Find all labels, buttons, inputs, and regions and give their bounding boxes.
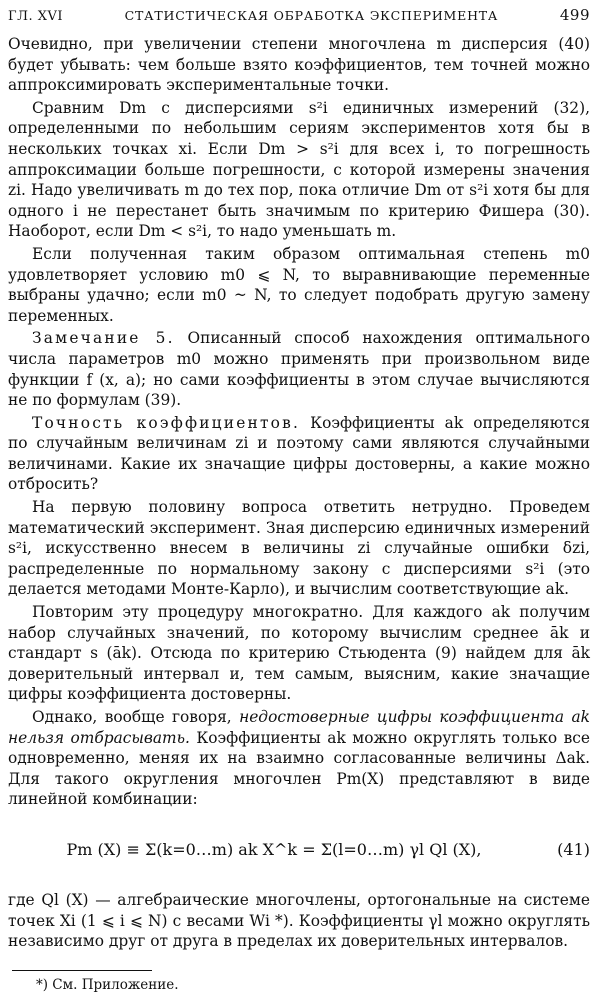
running-title: СТАТИСТИЧЕСКАЯ ОБРАБОТКА ЭКСПЕРИМЕНТА bbox=[124, 8, 499, 23]
formula-number: (41) bbox=[557, 839, 590, 859]
paragraph-accuracy bbox=[8, 413, 590, 495]
formula-41 bbox=[8, 812, 590, 888]
p8-start: Однако, вообще говоря, bbox=[32, 708, 240, 726]
paragraph-1: Очевидно, при увеличении степени многочлена m дисперсия (40) будет убывать: чем больше взято коэффициентов, тем точней можно аппроксимировать экспериментальные точки. bbox=[8, 35, 590, 95]
paragraph-3: Если полученная таким образом оптимальная степень m0 удовлетворяет условию m0 ⩽ N, то выравнивающие переменные выбраны удачно; если m0 ~ N, то следует подобрать другую замену переменных. bbox=[8, 244, 590, 325]
accuracy-text: Коэффициенты ak определяются по случайным величинам zi и поэтому сами являются случайными величинами. Какие их значащие цифры достоверны, а какие можно отбросить? bbox=[8, 413, 590, 494]
p8-italic: недостоверные цифры коэффициента ak нельзя отбрасывать. bbox=[8, 708, 590, 747]
chapter-label: ГЛ. XVI bbox=[8, 9, 63, 24]
paragraph-8 bbox=[8, 707, 590, 810]
page-body bbox=[8, 34, 590, 952]
accuracy-label: Точность коэффициентов. bbox=[32, 413, 301, 432]
p8-end: Коэффициенты ak можно округлять только все одновременно, меняя их на взаимно согласованные величины Δak. Для такого округления многочлен Pm(X) представляют в виде линейной комбинации: bbox=[8, 728, 590, 809]
footnote: *) См. Приложение. bbox=[36, 976, 179, 993]
paragraph-2: Сравним Dm с дисперсиями s²i единичных измерений (32), определенными по небольшим сериям экспериментов хотя бы в нескольких точках xi. Если Dm > s²i для всех i, то погрешность аппроксимации больше погрешности, с которой измерены значения zi. Надо увеличивать m до тех пор, пока отличие Dm от s²i хотя бы для одного i не перестанет быть значимым по критерию Фишера (30). Наоборот, если Dm < s²i, то надо уменьшать m. bbox=[8, 98, 590, 241]
paragraph-9: где Ql (X) — алгебраические многочлены, ортогональные на системе точек Xi (1 ⩽ i ⩽ N) с весами Wi *). Коэффициенты γl можно округлять независимо друг от друга в пределах их доверительных интервалов. bbox=[8, 890, 590, 951]
paragraph-remark-5 bbox=[8, 328, 590, 410]
formula-expression: Pm (X) ≡ Σ(k=0…m) ak X^k = Σ(l=0…m) γl Ql (X), bbox=[66, 839, 482, 859]
paragraph-6: На первую половину вопроса ответить нетрудно. Проведем математический эксперимент. Зная дисперсию единичных измерений s²i, искусственно внесем в величины zi случайные ошибки δzi, распределенные по нормальному закону с дисперсиями s²i (это делается методами Монте-Карло), и вычислим соответствующие ak. bbox=[8, 498, 590, 599]
footnote-rule bbox=[12, 970, 152, 971]
paragraph-7: Повторим эту процедуру многократно. Для каждого ak получим набор случайных значений, по которому вычислим среднее āk и стандарт s (āk). Отсюда по критерию Стьюдента (9) найдем для āk доверительный интервал и, тем самым, выясним, какие значащие цифры коэффициента достоверны. bbox=[8, 603, 590, 704]
running-header bbox=[8, 0, 590, 34]
page-number: 499 bbox=[559, 6, 590, 24]
remark-text: Описанный способ нахождения оптимального числа параметров m0 можно применять при произвольном виде функции f (x, a); но сами коэффициенты в этом случае вычисляются не по формулам (39). bbox=[8, 329, 590, 410]
remark-label: Замечание 5. bbox=[32, 329, 175, 348]
